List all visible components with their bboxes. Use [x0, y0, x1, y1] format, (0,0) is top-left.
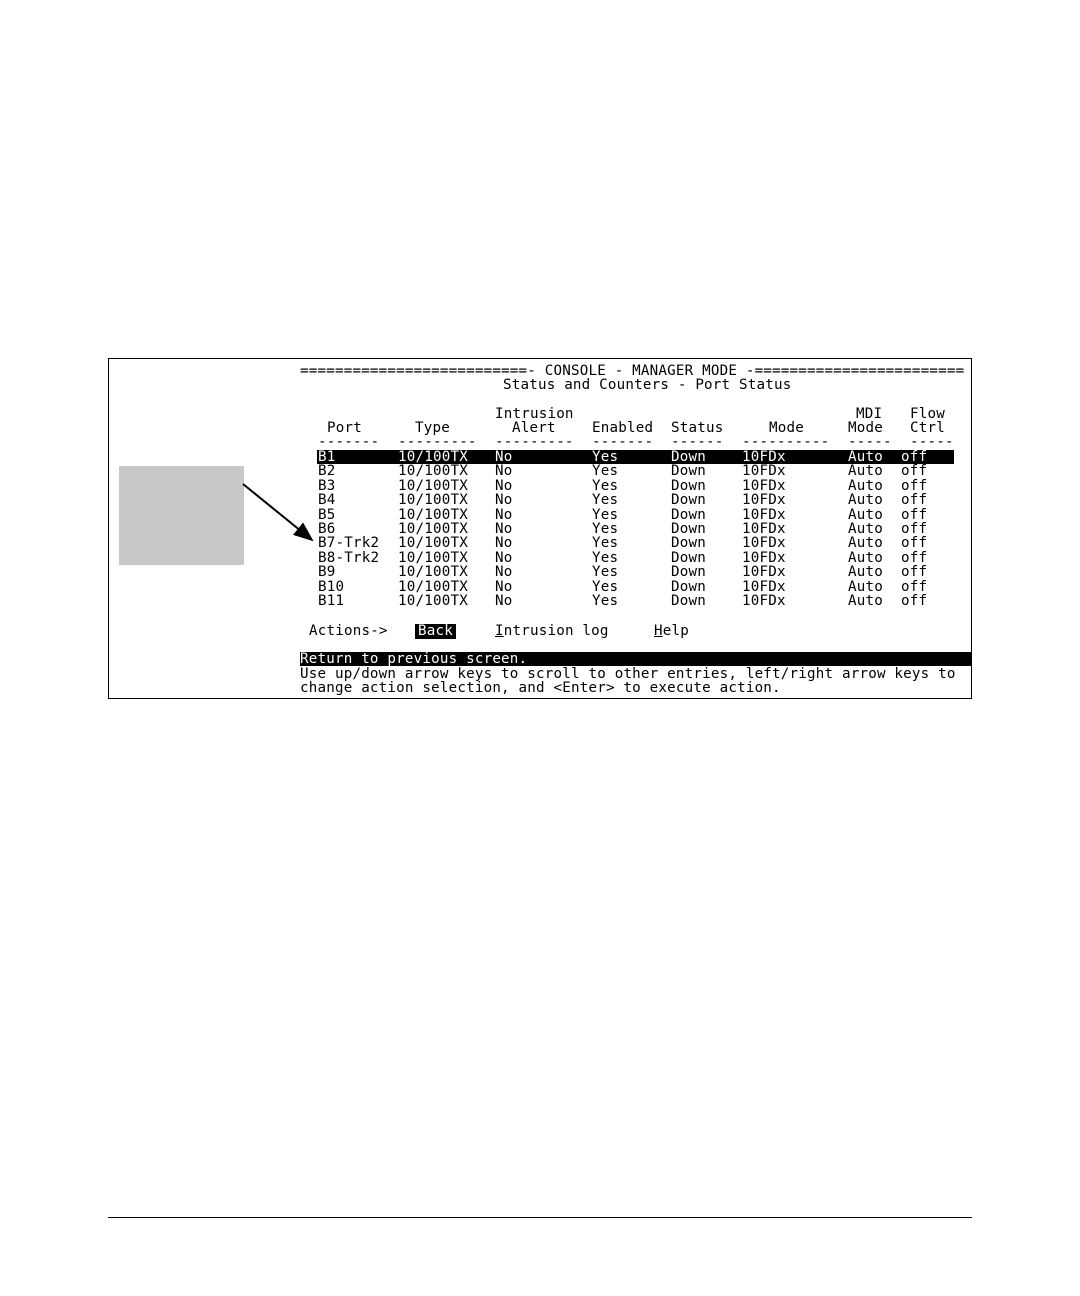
cell-port: B1 — [318, 449, 336, 465]
rule-status: ------ — [671, 434, 724, 450]
cell-flow: off — [901, 463, 928, 480]
cell-enabled: Yes — [592, 549, 619, 566]
cell-type: 10/100TX — [398, 492, 468, 509]
cell-mdi: Auto — [848, 593, 883, 609]
cell-status: Down — [671, 578, 706, 595]
cell-alert: No — [495, 506, 513, 523]
intrusion-log-label: ntrusion log — [503, 623, 609, 639]
rule-flow: ----- — [910, 434, 954, 450]
cell-mode: 10FDx — [742, 492, 786, 509]
cell-mode: 10FDx — [742, 477, 786, 494]
help-label: elp — [662, 623, 689, 639]
cell-mode: 10FDx — [742, 535, 786, 552]
cell-flow: off — [901, 521, 928, 537]
cell-port: B2 — [318, 463, 336, 480]
cell-type: 10/100TX — [398, 463, 468, 480]
col-mode: Mode — [769, 420, 804, 436]
cell-mode: 10FDx — [742, 463, 786, 480]
cell-flow: off — [901, 492, 928, 509]
cell-enabled: Yes — [592, 449, 619, 465]
cell-mdi: Auto — [848, 521, 883, 537]
footer-rule — [108, 1217, 972, 1218]
callout-box — [119, 466, 244, 565]
cell-status: Down — [671, 492, 706, 509]
cell-alert: No — [495, 463, 513, 480]
back-button[interactable]: Back — [415, 624, 456, 639]
cell-port: B11 — [318, 593, 345, 609]
cell-port: B10 — [318, 578, 345, 595]
cell-mode: 10FDx — [742, 449, 786, 465]
cell-mode: 10FDx — [742, 564, 786, 581]
cell-status: Down — [671, 535, 706, 552]
cell-mdi: Auto — [848, 549, 883, 566]
col-type: Type — [415, 420, 450, 436]
cell-flow: off — [901, 477, 928, 494]
console-screen — [300, 362, 971, 698]
cell-enabled: Yes — [592, 593, 619, 609]
cell-alert: No — [495, 549, 513, 566]
console-header: ==========================- CONSOLE - MANAGER MODE -======================== — [300, 363, 965, 379]
cell-type: 10/100TX — [398, 535, 468, 552]
cell-mode: 10FDx — [742, 549, 786, 566]
cell-mdi: Auto — [848, 449, 883, 465]
cell-type: 10/100TX — [398, 564, 468, 581]
cell-enabled: Yes — [592, 506, 619, 523]
col-alert-line1: Intrusion — [495, 406, 574, 422]
cell-enabled: Yes — [592, 521, 619, 537]
cell-port: B5 — [318, 506, 336, 523]
cell-port: B7-Trk2 — [318, 535, 380, 552]
cell-status: Down — [671, 449, 706, 465]
cell-type: 10/100TX — [398, 549, 468, 566]
col-alert-line2: Alert — [512, 420, 556, 436]
cell-flow: off — [901, 549, 928, 566]
cell-type: 10/100TX — [398, 593, 468, 609]
cell-alert: No — [495, 578, 513, 595]
cell-mdi: Auto — [848, 477, 883, 494]
cell-enabled: Yes — [592, 578, 619, 595]
cell-enabled: Yes — [592, 564, 619, 581]
cell-type: 10/100TX — [398, 449, 468, 465]
cell-flow: off — [901, 506, 928, 523]
col-enabled: Enabled — [592, 420, 654, 436]
rule-type: --------- — [398, 434, 477, 450]
rule-enabled: ------- — [592, 434, 654, 450]
cell-port: B3 — [318, 477, 336, 494]
cell-flow: off — [901, 564, 928, 581]
cell-port: B9 — [318, 564, 336, 581]
cell-flow: off — [901, 578, 928, 595]
rule-port: ------- — [318, 434, 380, 450]
cell-mode: 10FDx — [742, 578, 786, 595]
cell-alert: No — [495, 535, 513, 552]
help-hotkey: H — [654, 623, 663, 639]
cell-enabled: Yes — [592, 463, 619, 480]
cell-flow: off — [901, 535, 928, 552]
rule-mdi: ----- — [848, 434, 892, 450]
cell-mdi: Auto — [848, 578, 883, 595]
help-line-2: change action selection, and <Enter> to execute action. — [300, 680, 781, 696]
cell-status: Down — [671, 463, 706, 480]
help-button[interactable] — [654, 624, 689, 639]
status-line: Return to previous screen. — [300, 651, 528, 667]
cell-mode: 10FDx — [742, 593, 786, 609]
cell-alert: No — [495, 564, 513, 581]
cell-mdi: Auto — [848, 492, 883, 509]
cell-port: B4 — [318, 492, 336, 509]
cell-status: Down — [671, 593, 706, 609]
cell-status: Down — [671, 477, 706, 494]
cell-type: 10/100TX — [398, 521, 468, 537]
cell-mode: 10FDx — [742, 506, 786, 523]
rule-mode: ---------- — [742, 434, 830, 450]
cell-type: 10/100TX — [398, 506, 468, 523]
col-flow-line1: Flow — [910, 406, 945, 422]
cell-mdi: Auto — [848, 564, 883, 581]
cell-type: 10/100TX — [398, 578, 468, 595]
cell-alert: No — [495, 449, 513, 465]
intrusion-log-button[interactable] — [495, 624, 609, 639]
cell-status: Down — [671, 549, 706, 566]
cell-enabled: Yes — [592, 535, 619, 552]
cell-port: B8-Trk2 — [318, 549, 380, 566]
cell-alert: No — [495, 521, 513, 537]
cell-alert: No — [495, 593, 513, 609]
col-mdi-line2: Mode — [848, 420, 883, 436]
cell-flow: off — [901, 449, 928, 465]
help-line-1: Use up/down arrow keys to scroll to other entries, left/right arrow keys to — [300, 666, 956, 682]
cell-mdi: Auto — [848, 535, 883, 552]
cell-status: Down — [671, 521, 706, 537]
screen-title: Status and Counters - Port Status — [503, 377, 792, 393]
cell-type: 10/100TX — [398, 477, 468, 494]
intrusion-log-hotkey: I — [495, 623, 504, 639]
col-mdi-line1: MDI — [856, 406, 883, 422]
cell-flow: off — [901, 593, 928, 609]
col-port: Port — [327, 420, 362, 436]
cell-port: B6 — [318, 521, 336, 537]
cell-status: Down — [671, 506, 706, 523]
cell-enabled: Yes — [592, 477, 619, 494]
cell-alert: No — [495, 477, 513, 494]
cell-alert: No — [495, 492, 513, 509]
cell-enabled: Yes — [592, 492, 619, 509]
cell-status: Down — [671, 564, 706, 581]
rule-alert: --------- — [495, 434, 574, 450]
cell-mdi: Auto — [848, 506, 883, 523]
col-status: Status — [671, 420, 724, 436]
cell-mode: 10FDx — [742, 521, 786, 537]
cell-mdi: Auto — [848, 463, 883, 480]
col-flow-line2: Ctrl — [910, 420, 945, 436]
actions-label: Actions-> — [309, 623, 388, 639]
